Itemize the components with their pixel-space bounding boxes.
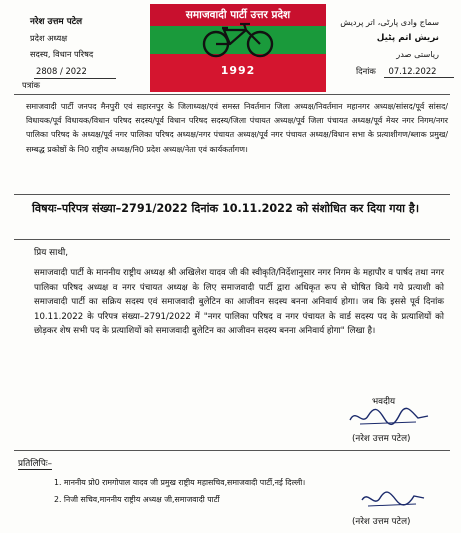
header-divider bbox=[14, 94, 450, 95]
date-label: दिनांक bbox=[356, 66, 376, 76]
founding-year: 1992 bbox=[220, 64, 256, 77]
letterhead-right bbox=[321, 14, 439, 62]
party-banner bbox=[150, 4, 326, 92]
sender-membership: सदस्य, विधान परिषद bbox=[30, 49, 94, 59]
copy-heading-text: प्रतिलिपिः– bbox=[18, 459, 52, 469]
date-underline bbox=[384, 77, 454, 78]
reference-number-value: 2808 / 2022 bbox=[36, 66, 87, 76]
sender-role-urdu: ریاستی صدر bbox=[396, 49, 439, 59]
signer-name: (नरेश उत्तम पटेल) bbox=[352, 434, 411, 444]
copy-heading bbox=[18, 457, 52, 469]
reference-underline bbox=[34, 78, 116, 79]
letter-date bbox=[356, 66, 437, 77]
copy-item: 2. निजी सचिव,माननीय राष्ट्रीय अध्यक्ष जी,समाजवादी पार्टी bbox=[54, 495, 220, 504]
letter-body: समाजवादी पार्टी के माननीय राष्ट्रीय अध्यक्ष श्री अखिलेश यादव जी की स्वीकृति/निर्देशानुसार नगर निगम के महापौर व पार्षद तथा नगर पालिका परिषद अध्यक्ष व नगर पंचायत अध्यक्ष के लिए समाजवादी पार्टी द्वारा अधिकृत रूप से घोषित किये गये प्रत्याशी को समाजवादी पार्टी का सक्रिय सदस्य एवं समाजवादी बुलेटिन का आजीवन सदस्य बनना अनिवार्य होगा। जब कि इससे पूर्व दिनांक 10.11.2022 के परिपत्र संख्या–2791/2022 में "नगर पालिका परिषद व नगर पंचायत के वार्ड सदस्य पद के प्रत्याशियों को छोड़कर शेष सभी पद के प्रत्याशियों को समाजवादी बुलेटिन का आजीवन सदस्य बनना अनिवार्य होगा" लिखा है। bbox=[34, 268, 444, 337]
recipients-divider bbox=[14, 194, 450, 195]
party-name-urdu: سماج وادی پارٹی، اتر پردیش bbox=[340, 17, 439, 27]
letter-subject: विषयः–परिपत्र संख्या–2791/2022 दिनांक 10.11.2022 को संशोधित कर दिया गया है। bbox=[32, 202, 420, 215]
reference-label: पत्रांक bbox=[22, 80, 40, 90]
closing: भवदीय bbox=[372, 397, 396, 407]
copy-item: 1. माननीय प्रो0 रामगोपाल यादव जी प्रमुख राष्ट्रीय महासचिव,समाजवादी पार्टी,नई दिल्ली। bbox=[54, 478, 306, 487]
copy-list bbox=[54, 474, 305, 508]
recipients-list: समाजवादी पार्टी जनपद मैनपुरी एवं सहारनपुर के जिलाध्यक्ष/एवं समस्त निवर्तमान जिला अध्यक्ष/निवर्तमान महानगर अध्यक्ष/सांसद/पूर्व सांसद/विधायक/पूर्व विधायक/विधान परिषद सदस्य/पूर्व विधान परिषद सदस्य/जिला पंचायत अध्यक्ष/पूर्व जिला पंचायत अध्यक्ष/पूर्व मेयर नगर निगम/नगर पालिका परिषद के अध्यक्ष/पूर्व नगर पालिका परिषद अध्यक्ष/नगर पंचायत अध्यक्ष/पूर्व नगर पंचायत अध्यक्ष/विधान सभा के प्रत्याशीगण/ब्लाक प्रमुख/सम्बद्ध प्रकोष्ठों के नि0 राष्ट्रीय अध्यक्ष/नि0 प्रदेश अध्यक्ष/नेता एवं कार्यकर्तागण। bbox=[26, 102, 448, 154]
subject-divider bbox=[14, 239, 450, 240]
salutation: प्रिय साथी, bbox=[34, 248, 69, 258]
signer-name: (नरेश उत्तम पटेल) bbox=[352, 517, 411, 527]
sender-name: नरेश उत्तम पटेल bbox=[30, 17, 83, 27]
date-value: 07.12.2022 bbox=[388, 66, 437, 76]
bicycle-icon bbox=[200, 20, 276, 60]
signature-mark bbox=[346, 404, 432, 430]
letterhead-left bbox=[30, 14, 150, 62]
sender-role: प्रदेश अध्यक्ष bbox=[30, 33, 68, 43]
sender-name-urdu: نریش اتم پٹیل bbox=[376, 33, 439, 43]
signature-mark bbox=[358, 486, 428, 512]
copy-divider bbox=[14, 450, 450, 451]
party-title: समाजवादी पार्टी उत्तर प्रदेश bbox=[150, 4, 326, 26]
